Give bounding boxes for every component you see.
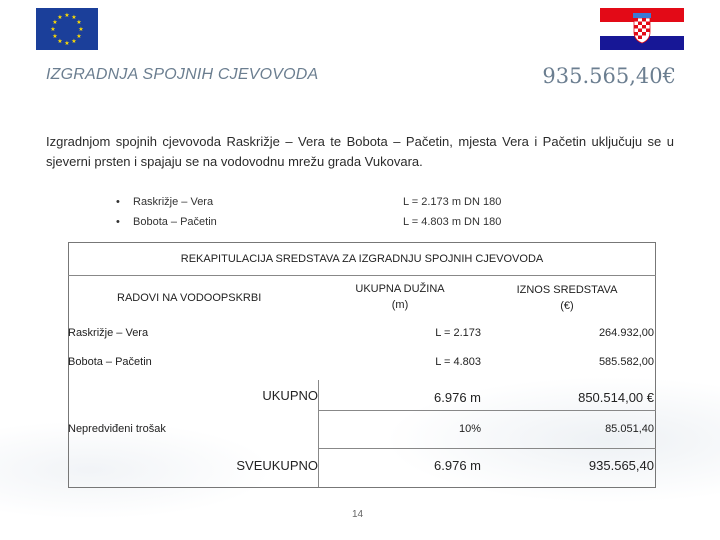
svg-text:★: ★ (78, 26, 84, 33)
grand-total-label: SVEUKUPNO (236, 458, 318, 473)
svg-text:★: ★ (71, 38, 77, 45)
svg-text:★: ★ (64, 40, 70, 47)
svg-text:★: ★ (71, 14, 77, 21)
unforeseen-percent: 10% (458, 423, 481, 435)
column-header-amount-title: IZNOS SREDSTAVA (516, 284, 618, 296)
column-header-amount (490, 284, 644, 312)
table-divider (318, 448, 656, 449)
column-header-amount-unit: (€) (560, 300, 574, 312)
column-header-length-unit: (m) (391, 299, 409, 311)
row-length: L = 4.803 (435, 356, 481, 368)
row-amount: 264.932,00 (598, 327, 654, 339)
croatia-flag-icon (600, 8, 684, 50)
svg-text:★: ★ (52, 19, 58, 26)
column-header-length (320, 283, 480, 311)
pipeline-length: L = 2.173 m DN 180 (403, 196, 502, 208)
column-header-length-title: UKUPNA DUŽINA (355, 283, 445, 295)
total-label: UKUPNO (262, 388, 318, 403)
row-name: Raskrižje – Vera (68, 327, 149, 339)
table-title: REKAPITULACIJA SREDSTAVA ZA IZGRADNJU SPOJNIH CJEVOVODA (180, 253, 544, 265)
grand-total-amount: 935.565,40 (588, 458, 654, 473)
eu-flag-icon (36, 8, 98, 50)
table-divider (68, 275, 656, 276)
pipeline-name: Bobota – Pačetin (133, 216, 217, 228)
svg-text:★: ★ (57, 38, 63, 45)
table-divider (318, 410, 656, 411)
svg-text:★: ★ (76, 19, 82, 26)
grand-total-length: 6.976 m (434, 458, 481, 473)
svg-text:★: ★ (76, 33, 82, 40)
list-item (0, 216, 720, 230)
row-name: Bobota – Pačetin (68, 356, 152, 368)
total-amount: 850.514,00 € (578, 390, 654, 405)
total-amount-heading: 935.565,40€ (542, 64, 676, 88)
row-length: L = 2.173 (435, 327, 481, 339)
page-title: IZGRADNJA SPOJNIH CJEVOVODA (46, 66, 319, 83)
unforeseen-label: Nepredviđeni trošak (68, 423, 166, 435)
pipeline-name: Raskrižje – Vera (133, 196, 214, 208)
list-item (0, 196, 720, 210)
unforeseen-amount: 85.051,40 (605, 423, 654, 435)
column-header-works: RADOVI NA VODOOPSKRBI (117, 292, 262, 304)
page-number: 14 (352, 509, 364, 520)
svg-text:★: ★ (52, 33, 58, 40)
svg-text:★: ★ (57, 14, 63, 21)
bullet-icon: • (116, 216, 120, 228)
pipeline-length: L = 4.803 m DN 180 (403, 216, 502, 228)
intro-paragraph: Izgradnjom spojnih cjevovoda Raskrižje – Vera te Bobota – Pačetin, mjesta Vera i Pačetin uključuju se u sjeverni prsten i spajaju se na vodovodnu mrežu grada Vukovara. (46, 134, 674, 169)
svg-text:★: ★ (50, 26, 56, 33)
svg-text:★: ★ (64, 12, 70, 19)
total-length: 6.976 m (434, 390, 481, 405)
table-divider (318, 380, 319, 487)
bullet-icon: • (116, 196, 120, 208)
row-amount: 585.582,00 (598, 356, 654, 368)
